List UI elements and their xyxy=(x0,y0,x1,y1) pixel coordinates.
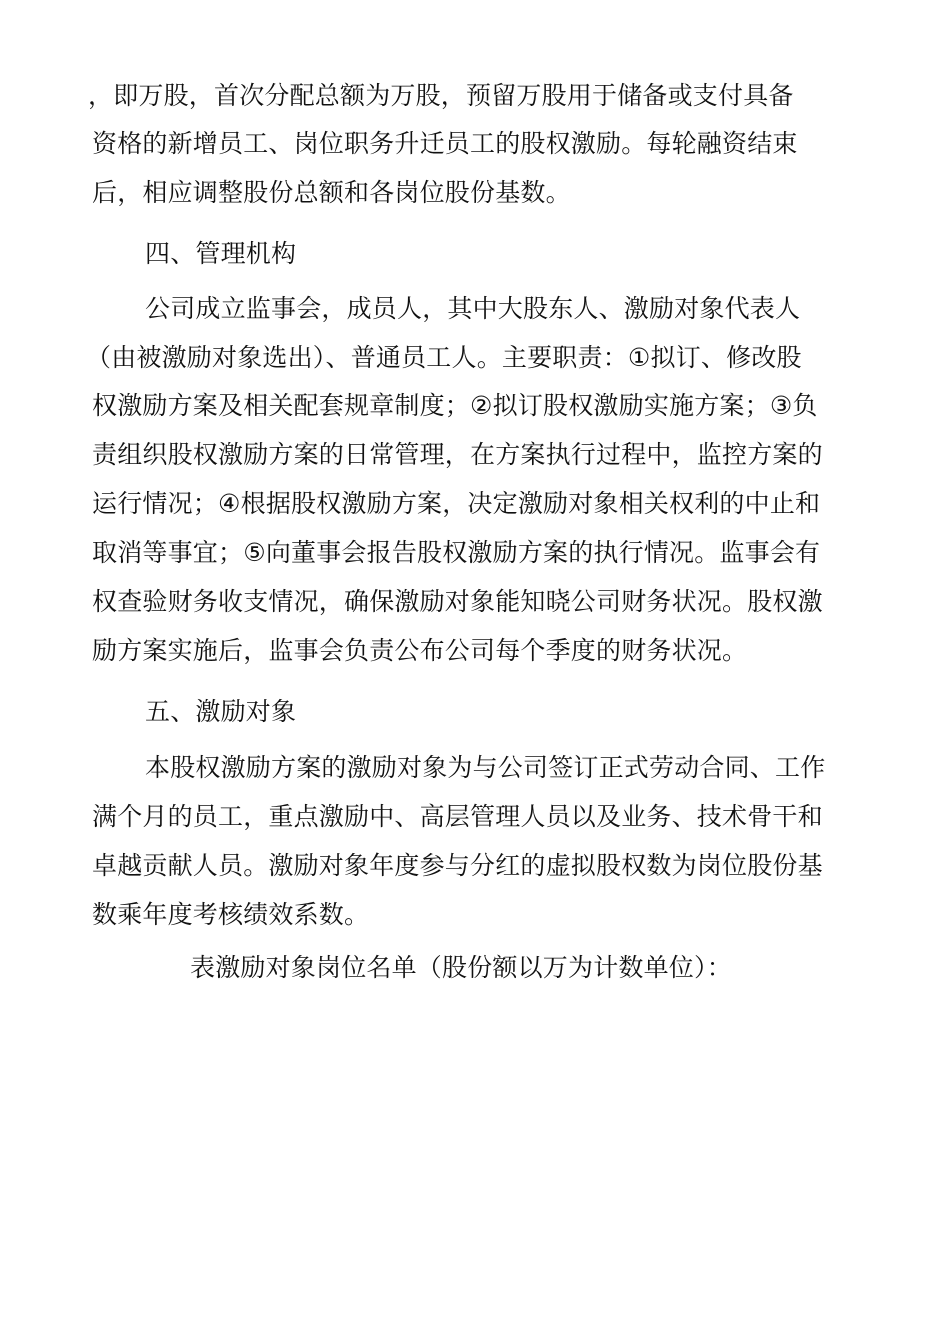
paragraph-line-10: 取消等事宜；⑤向董事会报告股权激励方案的执行情况。监事会有 xyxy=(92,538,821,567)
paragraph-line-17: 数乘年度考核绩效系数。 xyxy=(92,900,370,929)
section-heading-management: 四、管理机构 xyxy=(145,239,297,268)
paragraph-line-8: 责组织股权激励方案的日常管理，在方案执行过程中，监控方案的 xyxy=(92,440,823,469)
paragraph-line-9: 运行情况；④根据股权激励方案，决定激励对象相关权利的中止和 xyxy=(92,489,821,518)
paragraph-line-6: （由被激励对象选出）、普通员工人。主要职责：①拟订、修改股 xyxy=(86,343,802,372)
table-caption: 表激励对象岗位名单（股份额以万为计数单位）： xyxy=(190,953,732,982)
paragraph-line-2: 资格的新增员工、岗位职务升迁员工的股权激励。每轮融资结束 xyxy=(92,129,798,158)
paragraph-line-1: ，即万股，首次分配总额为万股，预留万股用于储备或支付具备 xyxy=(88,81,794,110)
paragraph-line-5: 公司成立监事会，成员人，其中大股东人、激励对象代表人 xyxy=(145,294,801,323)
paragraph-line-14: 本股权激励方案的激励对象为与公司签订正式劳动合同、工作 xyxy=(145,753,826,782)
paragraph-line-7: 权激励方案及相关配套规章制度；②拟订股权激励实施方案；③负 xyxy=(92,391,818,420)
paragraph-line-12: 励方案实施后，监事会负责公布公司每个季度的财务状况。 xyxy=(92,636,748,665)
paragraph-line-11: 权查验财务收支情况，确保激励对象能知晓公司财务状况。股权激 xyxy=(92,587,823,616)
section-heading-incentive-targets: 五、激励对象 xyxy=(145,697,297,726)
paragraph-line-3: 后，相应调整股份总额和各岗位股份基数。 xyxy=(92,178,571,207)
paragraph-line-15: 满个月的员工，重点激励中、高层管理人员以及业务、技术骨干和 xyxy=(92,802,823,831)
paragraph-line-16: 卓越贡献人员。激励对象年度参与分红的虚拟股权数为岗位股份基 xyxy=(92,851,823,880)
